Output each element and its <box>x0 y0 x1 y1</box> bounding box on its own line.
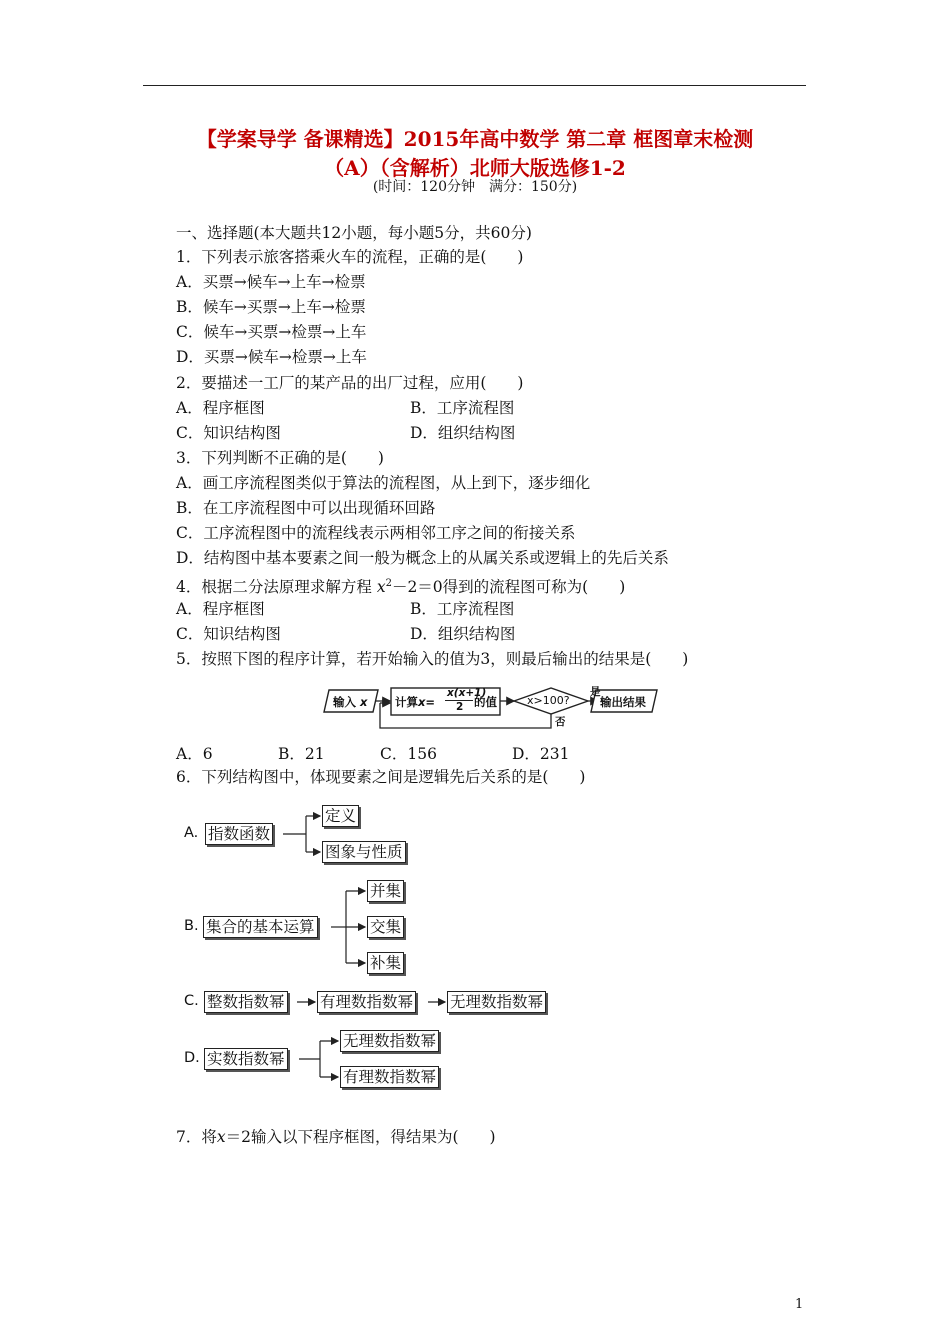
exam-time-score: (时间：120分钟 满分：150分) <box>372 179 578 195</box>
q6-c-box-2: 有理数指数幂 <box>317 991 416 1013</box>
q6-a-root-box: 指数函数 <box>205 823 273 845</box>
var-x: x <box>216 1128 226 1146</box>
title-line-1: 【学案导学 备课精选】2015年高中数学 第二章 框图章末检测 <box>196 127 754 151</box>
flow-no-label: 否 <box>555 716 566 728</box>
flow-input-text: 输入 <box>333 695 356 709</box>
q6-c-box-3: 无理数指数幂 <box>447 991 546 1013</box>
flow-yes-label: 是 <box>590 686 601 698</box>
q1-option-a: A．买票→候车→上车→检票 <box>176 273 366 291</box>
q1-option-d: D．买票→候车→检票→上车 <box>176 348 367 366</box>
flow-compute-text: 计算 <box>395 695 418 709</box>
q5-option-c: C．156 <box>380 745 437 763</box>
flow-input-label: 输入 x <box>333 695 368 709</box>
q4-option-a: A．程序框图 <box>176 600 265 618</box>
q5-option-b: B．21 <box>278 745 325 763</box>
q6-label-a: A. <box>184 825 199 841</box>
q5-option-a: A．6 <box>176 745 213 763</box>
flow-compute-denominator: 2 <box>456 701 464 713</box>
title-line-2: （A）（含解析）北师大版选修1-2 <box>324 156 626 180</box>
q3-option-d: D．结构图中基本要素之间一般为概念上的从属关系或逻辑上的先后关系 <box>176 549 669 567</box>
q3-option-b: B．在工序流程图中可以出现循环回路 <box>176 499 436 517</box>
q3-option-c: C．工序流程图中的流程线表示两相邻工序之间的衔接关系 <box>176 524 576 542</box>
q4-stem-pre: 4．根据二分法原理求解方程 <box>176 578 372 597</box>
q4-stem-post: －2＝0得到的流程图可称为( ) <box>391 578 626 597</box>
q1-option-c: C．候车→买票→检票→上车 <box>176 323 367 341</box>
q2-option-a: A．程序框图 <box>176 399 265 417</box>
page-number: 1 <box>795 1297 804 1312</box>
q2-option-d: D．组织结构图 <box>410 424 516 442</box>
q1-option-b: B．候车→买票→上车→检票 <box>176 298 366 316</box>
q6-c-box-1: 整数指数幂 <box>204 991 288 1013</box>
q2-option-c: C．知识结构图 <box>176 424 281 442</box>
q6-label-d: D. <box>184 1050 200 1066</box>
q2-option-b: B．工序流程图 <box>410 399 515 417</box>
flow-compute-pre: 计算x= <box>395 695 436 709</box>
q6-b-root-box: 集合的基本运算 <box>203 916 318 938</box>
q6-b-child-2: 交集 <box>367 916 404 938</box>
q6-d-child-1: 无理数指数幂 <box>340 1030 439 1052</box>
q6-label-b: B. <box>184 918 199 934</box>
q7-stem <box>176 1127 496 1147</box>
q6-a-child-1: 定义 <box>322 805 359 827</box>
q6-a-child-2: 图象与性质 <box>322 841 406 863</box>
flow-compute-post: 的值 <box>474 695 497 709</box>
q4-option-d: D．组织结构图 <box>410 625 516 643</box>
q4-option-b: B．工序流程图 <box>410 600 515 618</box>
q6-b-child-3: 补集 <box>367 952 404 974</box>
exponent-2: 2 <box>385 578 392 589</box>
var-x: x <box>376 578 386 597</box>
q5-option-d: D．231 <box>512 745 570 763</box>
q6-b-child-1: 并集 <box>367 880 404 902</box>
q1-stem: 1．下列表示旅客搭乘火车的流程，正确的是( ) <box>176 248 524 266</box>
flow-output-text: 输出结果 <box>600 695 646 709</box>
q6-d-root-box: 实数指数幂 <box>204 1048 288 1070</box>
flow-compute-numerator: x(x+1) <box>447 687 487 699</box>
q6-stem: 6．下列结构图中，体现要素之间是逻辑先后关系的是( ) <box>176 768 586 786</box>
q7-stem-post: ＝2输入以下程序框图，得结果为( ) <box>225 1128 496 1146</box>
q3-stem: 3．下列判断不正确的是( ) <box>176 449 384 467</box>
q2-stem: 2．要描述一工厂的某产品的出厂过程，应用( ) <box>176 374 524 392</box>
q7-stem-pre: 7．将 <box>176 1128 217 1146</box>
q6-d-child-2: 有理数指数幂 <box>340 1066 439 1088</box>
q6-label-c: C. <box>184 993 199 1009</box>
q4-option-c: C．知识结构图 <box>176 625 281 643</box>
q5-stem: 5．按照下图的程序计算，若开始输入的值为3，则最后输出的结果是( ) <box>176 650 689 668</box>
flow-decision-text: x>100? <box>527 694 570 707</box>
section-heading: 一、选择题(本大题共12小题，每小题5分，共60分) <box>176 224 532 242</box>
q3-option-a: A．画工序流程图类似于算法的流程图，从上到下，逐步细化 <box>176 474 591 492</box>
